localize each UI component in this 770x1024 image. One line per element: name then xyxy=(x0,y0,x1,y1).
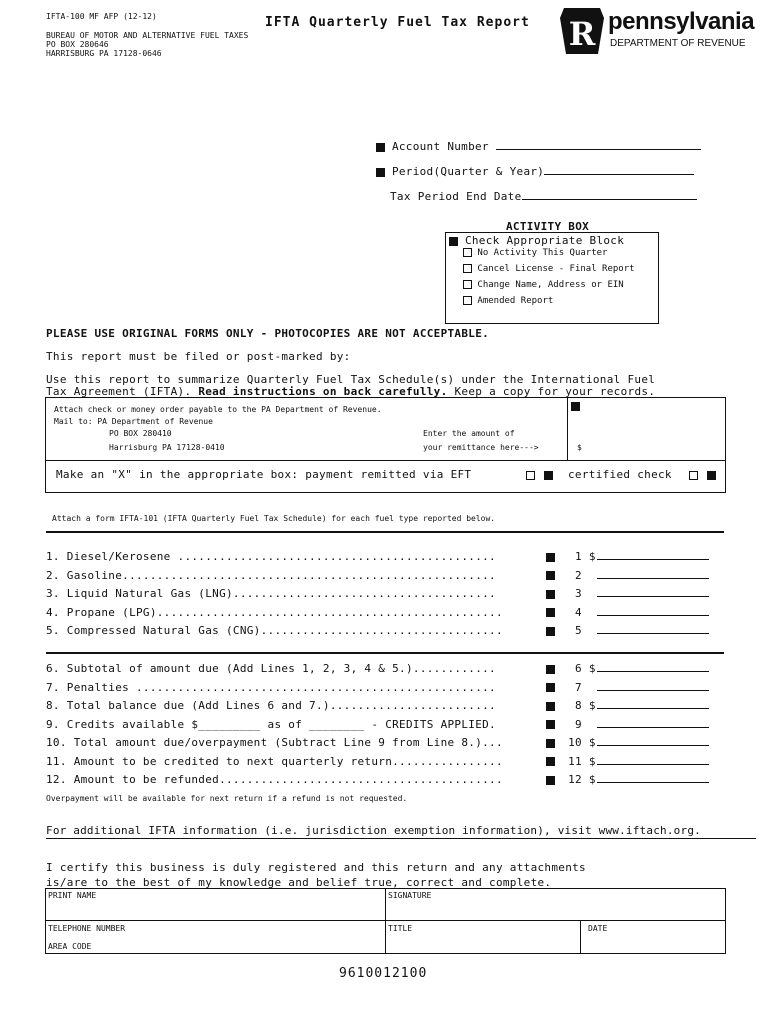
bureau-name: BUREAU OF MOTOR AND ALTERNATIVE FUEL TAXES xyxy=(46,31,249,40)
lines-b-amounts xyxy=(546,660,709,790)
dollar-sign: $ xyxy=(588,699,596,712)
activity-option-amended[interactable] xyxy=(463,296,553,306)
title-label: TITLE xyxy=(388,924,413,933)
checkbox[interactable] xyxy=(463,264,472,273)
amount-field[interactable] xyxy=(597,550,709,560)
overpayment-note: Overpayment will be available for next return if a refund is not requested. xyxy=(46,794,408,803)
period-row xyxy=(376,165,694,178)
pa-keystone-logo-icon xyxy=(560,8,604,54)
checkbox[interactable] xyxy=(463,280,472,289)
divider-rule xyxy=(46,652,724,654)
checkbox[interactable] xyxy=(463,296,472,305)
keep-copy-text: Keep a copy for your records. xyxy=(454,385,656,398)
line-label: 12. Amount to be refunded......................................... xyxy=(46,773,503,786)
marker-square-icon xyxy=(376,143,385,152)
signature-box-date-divider xyxy=(580,920,581,953)
line-label: 3. Liquid Natural Gas (LNG)...................................... xyxy=(46,587,496,600)
read-instructions-text: Read instructions on back carefully. xyxy=(198,385,448,398)
filed-by-notice: This report must be filed or post-marked by: xyxy=(46,350,351,363)
logo-name: pennsylvania xyxy=(608,8,755,35)
divider-rule xyxy=(46,838,756,839)
activity-box-title: ACTIVITY BOX xyxy=(506,220,590,233)
account-number-row xyxy=(376,140,701,153)
line-row xyxy=(46,716,503,735)
activity-check-label: Check Appropriate Block xyxy=(464,234,625,247)
original-forms-notice: PLEASE USE ORIGINAL FORMS ONLY - PHOTOCOPIES ARE NOT ACCEPTABLE. xyxy=(46,327,490,340)
line-number: 10 xyxy=(568,736,582,749)
mail-to-text: Mail to: PA Department of Revenue xyxy=(54,417,213,426)
form-id: IFTA-100 MF AFP (12-12) xyxy=(46,12,157,21)
eft-checkbox[interactable] xyxy=(526,471,535,480)
activity-option-change-name[interactable] xyxy=(463,280,624,290)
marker-square-icon xyxy=(546,571,555,580)
area-code-label: AREA CODE xyxy=(48,942,92,951)
line-label: 4. Propane (LPG).................................................. xyxy=(46,605,503,619)
line-number: 1 xyxy=(575,550,582,563)
line-row xyxy=(46,679,503,698)
logo-letter: R xyxy=(568,15,596,53)
divider-rule xyxy=(46,531,724,533)
payment-box-vertical-divider xyxy=(567,398,568,460)
activity-option-label: Change Name, Address or EIN xyxy=(477,280,624,290)
end-date-label: Tax Period End Date xyxy=(390,190,522,203)
line-number: 4 xyxy=(575,605,582,619)
dollar-sign: $ xyxy=(588,736,596,749)
lines-a-amounts xyxy=(546,548,709,641)
marker-square-icon xyxy=(376,168,385,177)
marker-square-icon xyxy=(707,471,716,480)
signature-box xyxy=(45,888,726,954)
end-date-field[interactable] xyxy=(522,190,697,200)
line-label: 5. Compressed Natural Gas (CNG)................................... xyxy=(46,624,503,637)
print-name-label: PRINT NAME xyxy=(48,891,97,900)
line-row xyxy=(46,585,503,604)
telephone-label: TELEPHONE NUMBER xyxy=(48,924,126,933)
certify-line-2: is/are to the best of my knowledge and belief true, correct and complete. xyxy=(46,876,552,889)
dollar-sign: $ xyxy=(588,754,596,768)
line-label: 7. Penalties .................................................... xyxy=(46,680,496,694)
marker-square-icon xyxy=(546,608,555,617)
amount-field[interactable] xyxy=(597,606,709,616)
line-label: 11. Amount to be credited to next quarterly return................ xyxy=(46,754,503,768)
signature-label: SIGNATURE xyxy=(388,891,432,900)
remittance-text: your remittance here---> xyxy=(423,443,539,452)
checkbox[interactable] xyxy=(463,248,472,257)
period-label: Period(Quarter & Year) xyxy=(391,165,545,178)
logo-department: DEPARTMENT OF REVENUE xyxy=(610,38,746,49)
line-number: 3 xyxy=(575,587,582,600)
amount-field[interactable] xyxy=(597,681,709,691)
marker-square-icon xyxy=(546,683,555,692)
marker-square-icon xyxy=(546,553,555,562)
line-label: 9. Credits available $_________ as of ________ - CREDITS APPLIED. xyxy=(46,717,496,731)
payment-po-box: PO BOX 280410 xyxy=(109,429,172,438)
certified-check-text: certified check xyxy=(568,468,672,481)
schedule-note: Attach a form IFTA-101 (IFTA Quarterly Fuel Tax Schedule) for each fuel type reported below. xyxy=(52,514,496,523)
use-report-text-a: Tax Agreement (IFTA). xyxy=(46,385,192,398)
marker-square-icon xyxy=(449,237,458,246)
line-label: 2. Gasoline...................................................... xyxy=(46,568,496,582)
certified-check-checkbox[interactable] xyxy=(689,471,698,480)
line-number: 11 xyxy=(568,754,582,768)
marker-square-icon xyxy=(546,590,555,599)
line-row xyxy=(46,753,503,772)
dollar-sign: $ xyxy=(588,773,596,786)
activity-option-label: Cancel License - Final Report xyxy=(477,264,635,274)
certify-line-1: I certify this business is duly registered and this return and any attachments xyxy=(46,861,586,874)
activity-option-label: No Activity This Quarter xyxy=(477,248,608,258)
marker-square-icon xyxy=(571,402,580,411)
lines-section-a xyxy=(46,548,503,641)
line-number: 6 xyxy=(575,662,582,675)
end-date-row xyxy=(390,190,697,203)
remittance-dollar-sign: $ xyxy=(577,443,582,452)
line-row xyxy=(46,604,503,623)
use-report-line-1: Use this report to summarize Quarterly Fuel Tax Schedule(s) under the International Fuel xyxy=(46,373,656,386)
amount-field[interactable] xyxy=(597,624,709,634)
payment-city: Harrisburg PA 17128-0410 xyxy=(109,443,225,452)
amount-field[interactable] xyxy=(597,569,709,579)
dollar-sign: $ xyxy=(588,662,596,675)
marker-square-icon xyxy=(546,702,555,711)
bureau-city: HARRISBURG PA 17128-0646 xyxy=(46,49,162,58)
activity-option-cancel-license[interactable] xyxy=(463,264,635,274)
marker-square-icon xyxy=(546,757,555,766)
line-number: 8 xyxy=(575,699,582,712)
line-label: 1. Diesel/Kerosene .............................................. xyxy=(46,550,496,563)
marker-square-icon xyxy=(546,627,555,636)
attach-check-text: Attach check or money order payable to the PA Department of Revenue. xyxy=(54,405,382,414)
form-barcode-number: 9610012100 xyxy=(339,966,428,981)
marker-square-icon xyxy=(546,665,555,674)
bureau-po-box: PO BOX 280646 xyxy=(46,40,109,49)
lines-section-b xyxy=(46,660,503,790)
line-label: 6. Subtotal of amount due (Add Lines 1, 2, 3, 4 & 5.)............ xyxy=(46,662,496,675)
line-label: 8. Total balance due (Add Lines 6 and 7.)........................ xyxy=(46,699,496,712)
line-row xyxy=(46,734,503,753)
marker-square-icon xyxy=(544,471,553,480)
amount-field[interactable] xyxy=(597,736,709,746)
activity-check-label-row xyxy=(449,234,624,247)
marker-square-icon xyxy=(546,720,555,729)
line-row xyxy=(46,697,503,716)
amount-field[interactable] xyxy=(597,718,709,728)
account-number-field[interactable] xyxy=(496,140,701,150)
account-number-label: Account Number xyxy=(391,140,489,153)
line-number: 9 xyxy=(575,717,582,731)
line-row xyxy=(46,622,503,641)
line-row xyxy=(46,660,503,679)
marker-square-icon xyxy=(546,739,555,748)
amount-field[interactable] xyxy=(597,587,709,597)
line-number: 5 xyxy=(575,624,582,637)
enter-amount-text: Enter the amount of xyxy=(423,429,515,438)
amount-field[interactable] xyxy=(597,773,709,783)
payment-box xyxy=(45,397,726,493)
date-label: DATE xyxy=(588,924,608,933)
payment-box-divider xyxy=(46,460,725,461)
line-number: 12 xyxy=(568,773,582,786)
iftach-note: For additional IFTA information (i.e. jurisdiction exemption information), visit www.iftach.org. xyxy=(46,824,701,837)
line-row xyxy=(46,548,503,567)
line-label: 10. Total amount due/overpayment (Subtract Line 9 from Line 8.)... xyxy=(46,736,503,749)
period-field[interactable] xyxy=(544,165,694,175)
signature-box-vertical-divider xyxy=(385,889,386,953)
amount-field[interactable] xyxy=(597,699,709,709)
activity-option-label: Amended Report xyxy=(477,296,554,306)
dollar-sign: $ xyxy=(588,550,596,563)
amount-field[interactable] xyxy=(597,755,709,765)
activity-option-no-activity[interactable] xyxy=(463,248,607,258)
line-row xyxy=(46,771,503,790)
line-number: 2 xyxy=(575,568,582,582)
activity-box xyxy=(445,232,659,324)
eft-text: Make an "X" in the appropriate box: payment remitted via EFT xyxy=(56,468,472,481)
marker-square-icon xyxy=(546,776,555,785)
line-number: 7 xyxy=(575,680,582,694)
page-title: IFTA Quarterly Fuel Tax Report xyxy=(265,15,530,30)
amount-field[interactable] xyxy=(597,662,709,672)
line-row xyxy=(46,567,503,586)
